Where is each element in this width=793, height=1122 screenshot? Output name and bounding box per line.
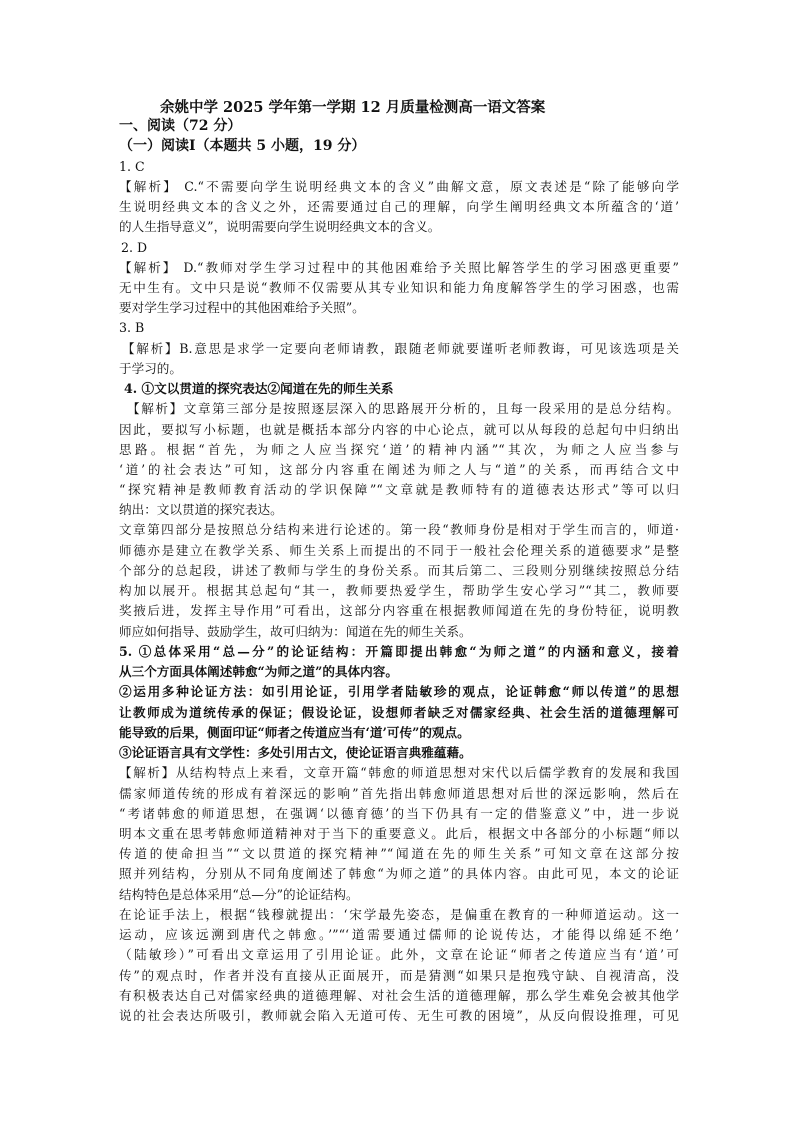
- text-line: 照并列结构，分别从不同角度阐述了韩愈“为师之道”的具体内容。由此可见，本文的论证: [119, 866, 679, 881]
- text-line: 个部分的总起段，讲述了教师与学生的身份关系。而其后第二、三段则分别继续按照总分结: [119, 563, 679, 578]
- text-line: 构加以展开。根据其总起句“其一，教师要热爱学生，帮助学生安心学习”“其二，教师要: [119, 583, 679, 598]
- text-line: 能导致的后果，侧面印证“师者之传道应当有‘道’可传”的观点。: [119, 725, 470, 740]
- text-line: ②运用多种论证方法：如引用论证，引用学者陆敏珍的观点，论证韩愈“师以传道”的思想: [119, 684, 679, 699]
- text-line: 有积极表达自己对儒家经典的道德理解、对社会生活的道德理解，那么学生难免会被其他学: [119, 988, 679, 1003]
- page-title: 余姚中学 2025 学年第一学期 12 月质量检测高一语文答案: [160, 99, 546, 116]
- text-line: 【解析】 D.“教师对学生学习过程中的其他困难给予关照比解答学生的学习困惑更重要”: [119, 260, 679, 275]
- text-line: 师德亦是建立在教学关系、师生关系上而提出的不同于一般社会伦理关系的道德要求”是整: [119, 543, 679, 558]
- text-line: 【解析】文章第三部分是按照逐层深入的思路展开分析的，且每一段采用的是总分结构。: [127, 401, 679, 416]
- text-line: 思路。根据“首先，为师之人应当探究‘道’的精神内涵”“其次，为师之人应当参与: [119, 442, 679, 457]
- answer-4: 4. ①文以贯道的探究表达②闻道在先的师生关系: [124, 381, 394, 396]
- text-line: 的人生指导意义”，说明需要向学生说明经典文本的含义。: [119, 219, 441, 234]
- text-line: 在论证手法上，根据“钱穆就提出：‘宋学最先姿态，是偏重在教育的一种师道运动。这一: [119, 907, 679, 922]
- text-line: 运动，应该远溯到唐代之韩愈。’”“‘道需要通过儒师的论说传达，才能得以绵延不绝’: [119, 927, 679, 942]
- answer-3: 3. B: [119, 320, 145, 335]
- text-line: 传道的使命担当”“文以贯道的探究精神”“闻道在先的师生关系”可知文章在这部分按: [119, 846, 679, 861]
- text-line: 【解析】 C.“不需要向学生说明经典文本的含义”曲解文意，原文表述是“除了能够向学: [119, 179, 679, 194]
- text-line: 说的社会表达所吸引，教师就会陷入无道可传、无生可教的困境”，从反向假设推理，可见: [119, 1008, 679, 1023]
- text-line: ③论证语言具有文学性：多处引用古文，使论证语言典雅蕴藉。: [119, 745, 472, 760]
- text-line: “考诸韩愈的师道思想，在强调‘以德育德’的当下仍具有一定的借鉴意义”中，进一步说: [119, 806, 679, 821]
- text-line: 因此，要拟写小标题，也就是概括本部分内容的中心论点，就可以从每段的总起句中归纳出: [119, 422, 679, 437]
- text-line: 结构特色是总体采用“总—分”的论证结构。: [119, 887, 359, 902]
- section-heading: 一、阅读（72 分）: [119, 118, 242, 134]
- text-line: 要对学生学习过程中的其他困难给予关照”。: [119, 300, 365, 315]
- text-line: 传”的观点时，作者并没有直接从正面展开，而是猜测“如果只是抱残守缺、自视清高，没: [119, 968, 679, 983]
- text-line: 师应如何指导、鼓励学生，故可归纳为：闻道在先的师生关系。: [119, 624, 472, 639]
- text-line: 【解析】从结构特点上来看，文章开篇“韩愈的师道思想对宋代以后儒学教育的发展和我国: [119, 765, 679, 780]
- text-line: 生说明经典文本的含义之外，还需要通过自己的理解，向学生阐明经典文本所蕴含的‘道’: [119, 199, 679, 214]
- text-line: 奖掖后进，发挥主导作用”可看出，这部分内容重在根据教师闻道在先的身份特征，说明教: [119, 603, 679, 618]
- text-line: “探究精神是教师教育活动的学识保障”“文章就是教师特有的道德表达形式”等可以归: [119, 482, 679, 497]
- text-line: 文章第四部分是按照总分结构来进行论述的。第一段“教师身份是相对于学生而言的，师道·: [119, 522, 679, 537]
- text-line: 【解析】B.意思是求学一定要向老师请教，跟随老师就要谨听老师教诲，可见该选项是关: [122, 341, 679, 356]
- text-line: 儒家师道传统的形成有着深远的影响”首先指出韩愈师道思想对后世的深远影响，然后在: [119, 786, 679, 801]
- text-line: 于学习的。: [119, 361, 182, 376]
- subsection-heading: （一）阅读Ⅰ（本题共 5 小题，19 分）: [119, 138, 366, 154]
- text-line: ‘道’的社会表达”可知，这部分内容重在阐述为师之人与“道”的关系，而再结合文中: [119, 462, 679, 477]
- text-line: 从三个方面具体阐述韩愈“为师之道”的具体内容。: [119, 664, 398, 679]
- answer-1: 1. C: [119, 159, 145, 174]
- text-line: 让教师成为道统传承的保证；假设论证，设想师者缺乏对儒家经典、社会生活的道德理解可: [119, 705, 679, 720]
- answer-5: 5. ①总体采用“总—分”的论证结构：开篇即提出韩愈“为师之道”的内涵和意义，接着: [119, 644, 679, 659]
- text-line: 明本文重在思考韩愈师道精神对于当下的重要意义。此后，根据文中各部分的小标题“师以: [119, 826, 679, 841]
- text-line: 无中生有。文中只是说“教师不仅需要从其专业知识和能力角度解答学生的学习困惑，也需: [119, 280, 679, 295]
- text-line: 纳出：文以贯道的探究表达。: [119, 502, 283, 517]
- answer-2: 2. D: [121, 240, 148, 255]
- text-line: （陆敏珍）”可看出文章运用了引用论证。此外，文章在论证“师者之传道应当有‘道’可: [119, 947, 679, 962]
